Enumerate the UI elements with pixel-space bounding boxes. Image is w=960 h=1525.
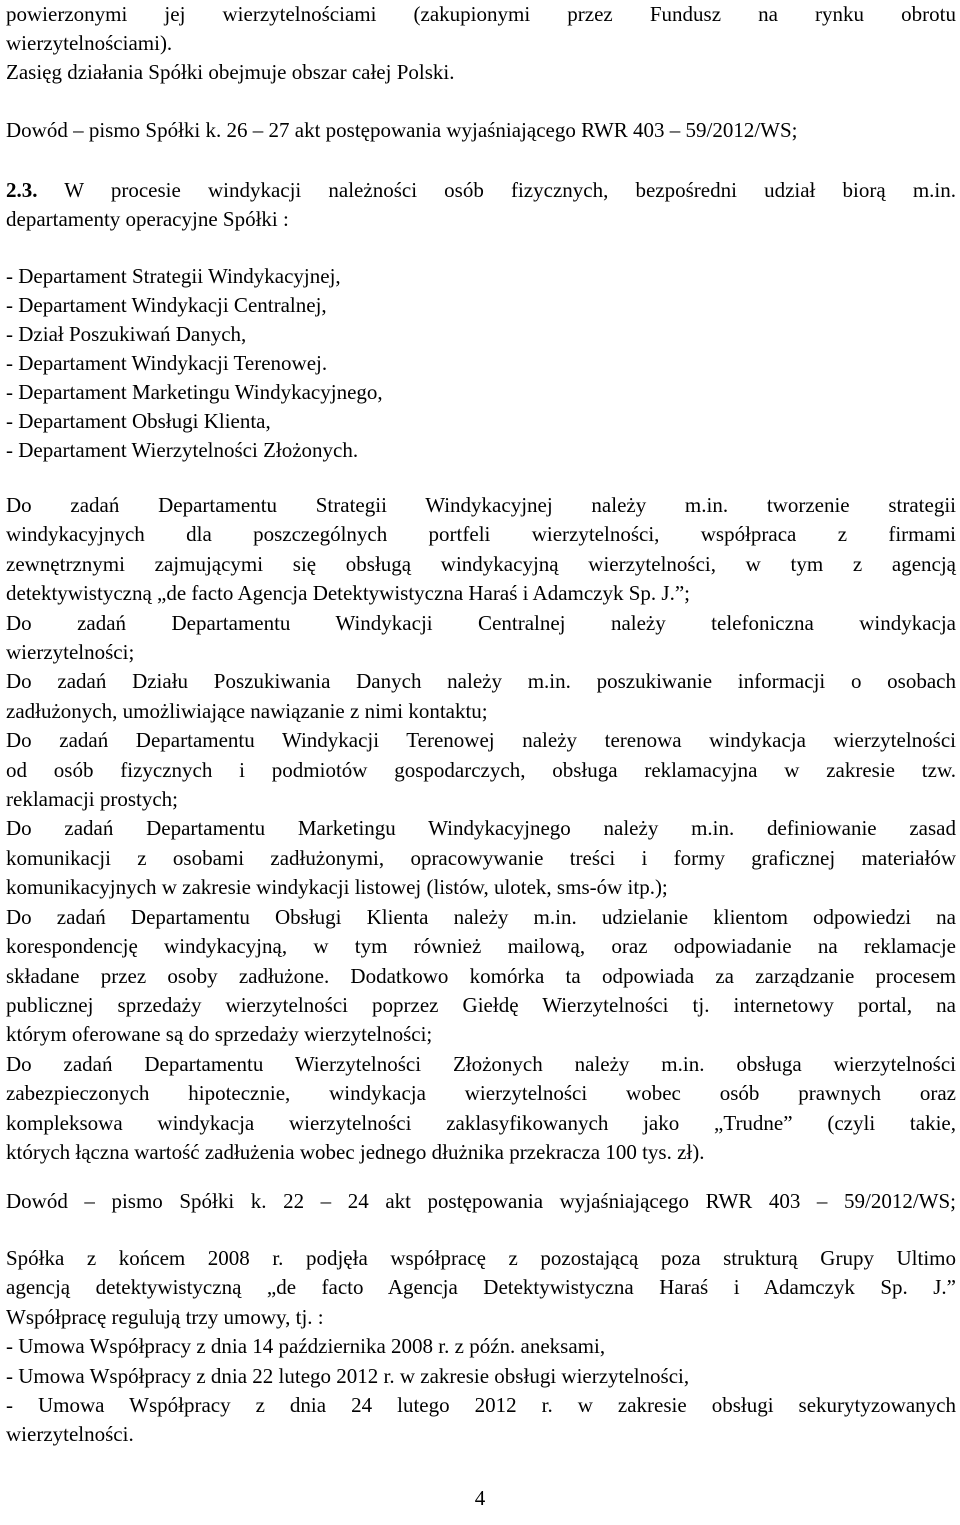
text-line: którym oferowane są do sprzedaży wierzytelności; [6, 1022, 433, 1047]
department-item: - Departament Windykacji Terenowej. [6, 351, 328, 375]
text-line: windykacyjnych dla poszczególnych portfeli wierzytelności, współpraca z firmami [6, 522, 956, 547]
page-number: 4 [474, 1486, 486, 1510]
section-2-3 [6, 176, 956, 234]
text-line: reklamacji prostych; [6, 787, 179, 812]
text-line: Do zadań Departamentu Strategii Windykacyjnej należy m.in. tworzenie strategii [6, 493, 956, 517]
department-item: - Departament Strategii Windykacyjnej, [6, 264, 341, 288]
text-line: wierzytelności. [6, 1422, 134, 1447]
evidence-reference [6, 1187, 956, 1216]
text-line: zadłużonych, umożliwiające nawiązanie z nimi kontaktu; [6, 698, 488, 723]
text-line: Do zadań Działu Poszukiwania Danych należy m.in. poszukiwanie informacji o osobach [6, 669, 956, 694]
text-line: - Umowa Współpracy z dnia 14 października 2008 r. z późn. aneksami, [6, 1334, 606, 1359]
text-line: agencją detektywistyczną „de facto Agencja Detektywistyczna Haraś i Adamczyk Sp. J.” [6, 1275, 956, 1300]
text-line: Do zadań Departamentu Marketingu Windykacyjnego należy m.in. definiowanie zasad [6, 816, 956, 841]
section-heading-line1 [6, 176, 956, 205]
section-heading-text: W procesie windykacji należności osób fizycznych, bezpośredni udział biorą m.in. [64, 178, 956, 202]
department-tasks-paragraph [6, 491, 956, 1167]
text-line: od osób fizycznych i podmiotów gospodarczych, obsługa reklamacyjna w zakresie tzw. [6, 757, 956, 782]
text-line: których łączna wartość zadłużenia wobec jednego dłużnika przekracza 100 tys. zł). [6, 1139, 705, 1164]
department-item: - Departament Windykacji Centralnej, [6, 293, 327, 317]
text-line: Do zadań Departamentu Obsługi Klienta należy m.in. udzielanie klientom odpowiedzi na [6, 904, 956, 929]
text-line: komunikacji z osobami zadłużonymi, opracowywanie treści i formy graficznej materiałów [6, 845, 956, 870]
department-item: - Departament Marketingu Windykacyjnego, [6, 380, 383, 404]
department-item: - Departament Wierzytelności Złożonych. [6, 438, 359, 462]
text-line: Współpracę regulują trzy umowy, tj. : [6, 1304, 324, 1329]
text-line: Do zadań Departamentu Wierzytelności Złożonych należy m.in. obsługa wierzytelności [6, 1051, 956, 1076]
text-line: Do zadań Departamentu Windykacji Centralnej należy telefoniczna windykacja [6, 610, 956, 635]
text-line: wierzytelnościami). [6, 31, 173, 55]
department-item: - Departament Obsługi Klienta, [6, 409, 271, 433]
text-line: składane przez osoby zadłużone. Dodatkowo komórka ta odpowiada za zarządzanie procesem [6, 963, 956, 988]
department-item: - Dział Poszukiwań Danych, [6, 322, 247, 346]
text-line [6, 87, 956, 116]
text-line: Zasięg działania Spółki obejmuje obszar całej Polski. [6, 60, 455, 84]
text-line: zewnętrznymi zajmującymi się obsługą windykacyjną wierzytelności, w tym z agencją [6, 551, 956, 576]
departments-list [6, 262, 956, 465]
evidence-line: Dowód – pismo Spółki k. 22 – 24 akt postępowania wyjaśniającego RWR 403 – 59/2012/WS; [6, 1189, 956, 1213]
section-heading-line2: departamenty operacyjne Spółki : [6, 207, 289, 231]
intro-paragraph [6, 0, 956, 145]
text-line: detektywistyczną „de facto Agencja Detektywistyczna Haraś i Adamczyk Sp. J.”; [6, 581, 691, 606]
text-line: komunikacyjnych w zakresie windykacji listowej (listów, ulotek, sms-ów itp.); [6, 875, 668, 900]
text-line: Dowód – pismo Spółki k. 26 – 27 akt postępowania wyjaśniającego RWR 403 – 59/2012/WS; [6, 118, 798, 142]
text-line: kompleksowa windykacja wierzytelności zaklasyfikowanych jako „Trudne” (czyli takie, [6, 1110, 956, 1135]
text-line: Do zadań Departamentu Windykacji Terenowej należy terenowa windykacja wierzytelności [6, 728, 956, 753]
text-line: korespondencję windykacyjną, w tym również mailową, oraz odpowiadanie na reklamacje [6, 934, 956, 959]
text-line: wierzytelności; [6, 640, 135, 665]
text-line: Spółka z końcem 2008 r. podjęła współpracę z pozostającą poza strukturą Grupy Ultimo [6, 1246, 956, 1270]
text-line: zabezpieczonych hipotecznie, windykacja wierzytelności wobec osób prawnych oraz [6, 1081, 956, 1106]
text-line: - Umowa Współpracy z dnia 24 lutego 2012 r. w zakresie obsługi sekurytyzowanych [6, 1393, 956, 1418]
text-line: - Umowa Współpracy z dnia 22 lutego 2012 r. w zakresie obsługi wierzytelności, [6, 1363, 690, 1388]
cooperation-paragraph [6, 1244, 956, 1450]
text-line: powierzonymi jej wierzytelnościami (zakupionymi przez Fundusz na rynku obrotu [6, 2, 956, 26]
text-line: publicznej sprzedaży wierzytelności poprzez Giełdę Wierzytelności tj. internetowy portal, na [6, 992, 956, 1017]
section-number: 2.3. [6, 178, 38, 202]
